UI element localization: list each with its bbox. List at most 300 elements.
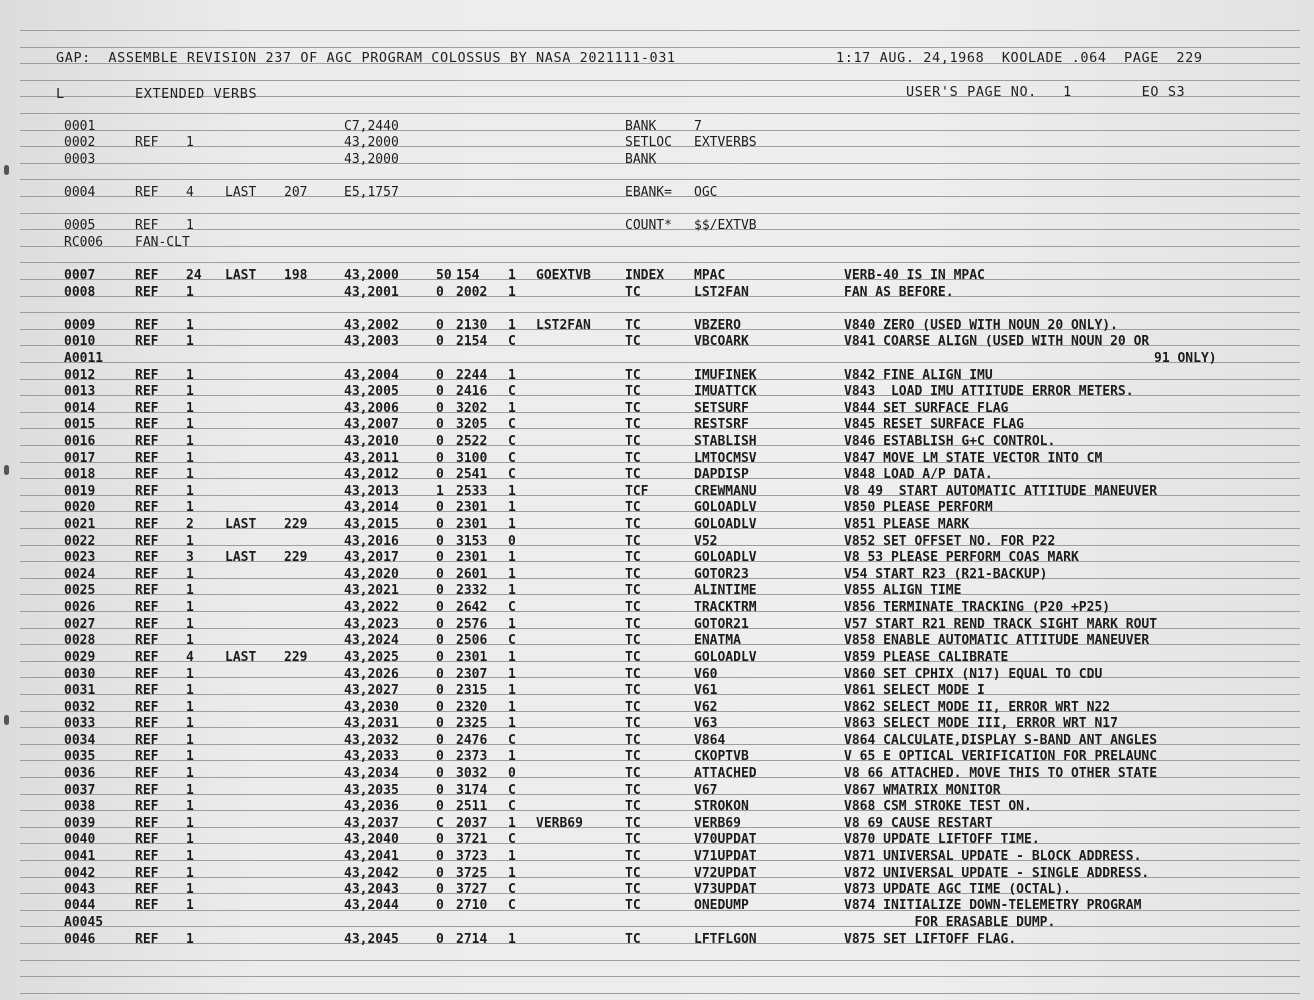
word-part-2: 154 [456, 268, 480, 283]
opcode: INDEX [625, 268, 665, 283]
ref-label: REF [135, 384, 159, 399]
listing-row [0, 799, 1314, 815]
ref-label: REF [135, 467, 159, 482]
word-part-3: 1 [508, 650, 516, 665]
line-number: 0029 [64, 650, 96, 665]
line-number: 0030 [64, 667, 96, 682]
last-label: LAST [225, 650, 257, 665]
listing-row [0, 351, 1314, 367]
word-part-1: 0 [436, 898, 444, 913]
last-page: 229 [284, 650, 308, 665]
line-number: 0024 [64, 567, 96, 582]
ref-label: REF [135, 417, 159, 432]
word-part-2: 3721 [456, 832, 488, 847]
ref-count: 1 [186, 401, 194, 416]
comment: V860 SET CPHIX (N17) EQUAL TO CDU [844, 667, 1103, 682]
last-label: LAST [225, 517, 257, 532]
word-part-3: C [508, 733, 516, 748]
listing-row [0, 119, 1314, 135]
operand: VERB69 [694, 816, 741, 831]
line-number: 0014 [64, 401, 96, 416]
ref-label: REF [135, 749, 159, 764]
ref-count: 1 [186, 285, 194, 300]
listing-row [0, 550, 1314, 566]
word-part-3: 1 [508, 517, 516, 532]
opcode: TC [625, 816, 641, 831]
word-part-2: 2325 [456, 716, 488, 731]
listing-row [0, 484, 1314, 500]
ref-count: 1 [186, 700, 194, 715]
opcode: TC [625, 401, 641, 416]
operand: LST2FAN [694, 285, 749, 300]
last-page: 207 [284, 185, 308, 200]
address: 43,2020 [344, 567, 399, 582]
line-number: 0005 [64, 218, 96, 233]
line-number: 0041 [64, 849, 96, 864]
comment: V868 CSM STROKE TEST ON. [844, 799, 1032, 814]
line-number: 0027 [64, 617, 96, 632]
word-part-3: C [508, 633, 516, 648]
word-part-1: 50 [436, 268, 452, 283]
operand: V60 [694, 667, 718, 682]
opcode: TC [625, 866, 641, 881]
listing-row [0, 617, 1314, 633]
ref-count: 24 [186, 268, 202, 283]
ref-label: REF [135, 218, 159, 233]
ref-count: 1 [186, 417, 194, 432]
line-number: 0022 [64, 534, 96, 549]
address: 43,2001 [344, 285, 399, 300]
operand: V70UPDAT [694, 832, 757, 847]
line-number: 0040 [64, 832, 96, 847]
listing-row [0, 600, 1314, 616]
comment: V872 UNIVERSAL UPDATE - SINGLE ADDRESS. [844, 866, 1150, 881]
ref-count: 4 [186, 650, 194, 665]
word-part-1: 0 [436, 434, 444, 449]
opcode: TC [625, 451, 641, 466]
ref-label: REF [135, 135, 159, 150]
comment: V867 WMATRIX MONITOR [844, 783, 1001, 798]
opcode: TC [625, 667, 641, 682]
word-part-3: 1 [508, 617, 516, 632]
operand: GOLOADLV [694, 650, 757, 665]
comment: V845 RESET SURFACE FLAG [844, 417, 1025, 432]
word-part-2: 2533 [456, 484, 488, 499]
word-part-2: 2002 [456, 285, 488, 300]
address: 43,2045 [344, 932, 399, 947]
address: 43,2031 [344, 716, 399, 731]
comment: V852 SET OFFSET NO. FOR P22 [844, 534, 1056, 549]
word-part-3: 1 [508, 716, 516, 731]
header-line-1-right: 1:17 AUG. 24,1968 KOOLADE .064 PAGE 229 [836, 50, 1203, 66]
ref-label: REF [135, 318, 159, 333]
ref-count: 1 [186, 783, 194, 798]
address: 43,2034 [344, 766, 399, 781]
address: 43,2035 [344, 783, 399, 798]
header-line-1-left: GAP: ASSEMBLE REVISION 237 OF AGC PROGRAM COLOSSUS BY NASA 2021111-031 [56, 50, 676, 66]
ref-count: 1 [186, 799, 194, 814]
word-part-1: 0 [436, 749, 444, 764]
address: 43,2015 [344, 517, 399, 532]
operand: STABLISH [694, 434, 757, 449]
ref-label: REF [135, 617, 159, 632]
ref-label: REF [135, 733, 159, 748]
line-number: 0007 [64, 268, 96, 283]
address: 43,2025 [344, 650, 399, 665]
operand: IMUFINEK [694, 368, 757, 383]
word-part-3: C [508, 799, 516, 814]
ref-label: REF [135, 882, 159, 897]
ref-label: REF [135, 185, 159, 200]
ruled-line [20, 179, 1300, 180]
ref-label: REF [135, 898, 159, 913]
ruled-line [20, 80, 1300, 81]
word-part-1: 0 [436, 766, 444, 781]
ref-count: 1 [186, 384, 194, 399]
word-part-1: 0 [436, 849, 444, 864]
address: 43,2006 [344, 401, 399, 416]
word-part-1: 0 [436, 700, 444, 715]
address: 43,2016 [344, 534, 399, 549]
listing-row [0, 882, 1314, 898]
address: 43,2002 [344, 318, 399, 333]
ref-label: REF [135, 633, 159, 648]
ref-label: REF [135, 849, 159, 864]
word-part-1: 0 [436, 866, 444, 881]
listing-row [0, 667, 1314, 683]
word-part-1: 0 [436, 368, 444, 383]
ref-count: 1 [186, 749, 194, 764]
operand: V52 [694, 534, 718, 549]
ref-count: 1 [186, 567, 194, 582]
listing-row [0, 832, 1314, 848]
listing-row [0, 135, 1314, 151]
ref-count: 1 [186, 866, 194, 881]
operand: 7 [694, 119, 702, 134]
word-part-1: 0 [436, 600, 444, 615]
opcode: TC [625, 650, 641, 665]
listing-row [0, 218, 1314, 234]
ref-label: REF [135, 500, 159, 515]
address: 43,2011 [344, 451, 399, 466]
line-number: 0008 [64, 285, 96, 300]
header-line-2-left: L [56, 86, 65, 102]
comment: V847 MOVE LM STATE VECTOR INTO CM [844, 451, 1103, 466]
opcode: TC [625, 832, 641, 847]
ref-label: REF [135, 567, 159, 582]
ref-label: REF [135, 583, 159, 598]
section-title: EXTENDED VERBS [135, 86, 258, 102]
ruled-line [20, 213, 1300, 214]
operand: GOTOR21 [694, 617, 749, 632]
word-part-1: 1 [436, 484, 444, 499]
word-part-2: 2301 [456, 517, 488, 532]
address: 43,2000 [344, 268, 399, 283]
word-part-2: 3205 [456, 417, 488, 432]
operand: SETSURF [694, 401, 749, 416]
opcode: TC [625, 600, 641, 615]
word-part-1: 0 [436, 334, 444, 349]
line-number: 0032 [64, 700, 96, 715]
opcode: TC [625, 417, 641, 432]
word-part-3: C [508, 783, 516, 798]
word-part-2: 2301 [456, 650, 488, 665]
opcode: TCF [625, 484, 649, 499]
ref-label: REF [135, 517, 159, 532]
opcode: TC [625, 467, 641, 482]
address: 43,2022 [344, 600, 399, 615]
word-part-3: C [508, 334, 516, 349]
ref-label: REF [135, 716, 159, 731]
listing-row [0, 434, 1314, 450]
word-part-3: 1 [508, 700, 516, 715]
comment: V863 SELECT MODE III, ERROR WRT N17 [844, 716, 1118, 731]
ref-count: 1 [186, 898, 194, 913]
comment: FAN AS BEFORE. [844, 285, 954, 300]
word-part-3: 1 [508, 849, 516, 864]
word-part-1: 0 [436, 683, 444, 698]
line-number: 0038 [64, 799, 96, 814]
ref-label: REF [135, 484, 159, 499]
address: 43,2033 [344, 749, 399, 764]
operand: ENATMA [694, 633, 741, 648]
operand: GOLOADLV [694, 500, 757, 515]
word-part-1: 0 [436, 882, 444, 897]
opcode: SETLOC [625, 135, 672, 150]
word-part-1: 0 [436, 716, 444, 731]
ruled-line [20, 993, 1300, 994]
address: 43,2027 [344, 683, 399, 698]
line-number: 0028 [64, 633, 96, 648]
opcode: COUNT* [625, 218, 672, 233]
word-part-3: 1 [508, 318, 516, 333]
opcode: BANK [625, 119, 657, 134]
word-part-2: 2301 [456, 500, 488, 515]
word-part-1: 0 [436, 783, 444, 798]
ref-label: REF [135, 866, 159, 881]
listing-row [0, 849, 1314, 865]
listing-row [0, 816, 1314, 832]
word-part-2: 2332 [456, 583, 488, 598]
address: 43,2021 [344, 583, 399, 598]
opcode: TC [625, 882, 641, 897]
line-number: 0013 [64, 384, 96, 399]
operand: VBZERO [694, 318, 741, 333]
comment: VERB-40 IS IN MPAC [844, 268, 985, 283]
ruled-line [20, 113, 1300, 114]
word-part-1: 0 [436, 517, 444, 532]
comment: V843 LOAD IMU ATTITUDE ERROR METERS. [844, 384, 1134, 399]
ref-count: 1 [186, 600, 194, 615]
address: 43,2012 [344, 467, 399, 482]
operand: V71UPDAT [694, 849, 757, 864]
comment: V848 LOAD A/P DATA. [844, 467, 993, 482]
operand: OGC [694, 185, 718, 200]
ref-count: 3 [186, 550, 194, 565]
line-number: 0036 [64, 766, 96, 781]
ref-count: 1 [186, 716, 194, 731]
opcode: TC [625, 683, 641, 698]
operand: GOTOR23 [694, 567, 749, 582]
ref-count: 1 [186, 467, 194, 482]
word-part-3: 1 [508, 749, 516, 764]
operand: ATTACHED [694, 766, 757, 781]
address: 43,2041 [344, 849, 399, 864]
address: 43,2040 [344, 832, 399, 847]
listing-row [0, 898, 1314, 914]
opcode: TC [625, 799, 641, 814]
line-number: 0037 [64, 783, 96, 798]
comment: V846 ESTABLISH G+C CONTROL. [844, 434, 1056, 449]
ref-label: REF [135, 285, 159, 300]
word-part-3: 1 [508, 550, 516, 565]
listing-row [0, 633, 1314, 649]
operand: RESTSRF [694, 417, 749, 432]
word-part-3: C [508, 832, 516, 847]
last-page: 198 [284, 268, 308, 283]
listing-row [0, 285, 1314, 301]
line-number: 0019 [64, 484, 96, 499]
word-part-3: 1 [508, 683, 516, 698]
comment: V54 START R23 (R21-BACKUP) [844, 567, 1048, 582]
comment: FOR ERASABLE DUMP. [844, 915, 1056, 930]
ref-label: REF [135, 816, 159, 831]
ref-label: REF [135, 766, 159, 781]
address: 43,2007 [344, 417, 399, 432]
line-number: 0025 [64, 583, 96, 598]
word-part-3: 1 [508, 583, 516, 598]
word-part-2: 2315 [456, 683, 488, 698]
word-part-3: 1 [508, 268, 516, 283]
word-part-2: 3153 [456, 534, 488, 549]
line-number: 0016 [64, 434, 96, 449]
word-part-1: 0 [436, 617, 444, 632]
operand: V62 [694, 700, 718, 715]
listing-row [0, 368, 1314, 384]
word-part-2: 2601 [456, 567, 488, 582]
word-part-2: 2522 [456, 434, 488, 449]
address: 43,2032 [344, 733, 399, 748]
opcode: EBANK= [625, 185, 672, 200]
operand: V72UPDAT [694, 866, 757, 881]
word-part-2: 2373 [456, 749, 488, 764]
word-part-2: 2244 [456, 368, 488, 383]
word-part-2: 2130 [456, 318, 488, 333]
word-part-3: 1 [508, 816, 516, 831]
comment: V8 49 START AUTOMATIC ATTITUDE MANEUVER [844, 484, 1158, 499]
word-part-1: 0 [436, 285, 444, 300]
word-part-2: 2541 [456, 467, 488, 482]
comment: V 65 E OPTICAL VERIFICATION FOR PRELAUNC [844, 749, 1158, 764]
opcode: TC [625, 534, 641, 549]
address: 43,2044 [344, 898, 399, 913]
ruled-line [20, 976, 1300, 977]
ref-label: REF [135, 799, 159, 814]
listing-row [0, 185, 1314, 201]
operand: ALINTIME [694, 583, 757, 598]
line-number: 0017 [64, 451, 96, 466]
address: 43,2000 [344, 135, 399, 150]
opcode: TC [625, 583, 641, 598]
address: 43,2037 [344, 816, 399, 831]
line-number: 0035 [64, 749, 96, 764]
opcode: TC [625, 932, 641, 947]
word-part-1: 0 [436, 500, 444, 515]
line-number: 0018 [64, 467, 96, 482]
operand: GOLOADLV [694, 550, 757, 565]
operand: ONEDUMP [694, 898, 749, 913]
ref-count: 1 [186, 500, 194, 515]
ref-label: REF [135, 368, 159, 383]
listing-row [0, 650, 1314, 666]
opcode: TC [625, 318, 641, 333]
opcode: TC [625, 633, 641, 648]
location-tag: GOEXTVB [536, 268, 591, 283]
operand: V73UPDAT [694, 882, 757, 897]
line-number: 0020 [64, 500, 96, 515]
opcode: TC [625, 550, 641, 565]
ref-count: 1 [186, 633, 194, 648]
last-label: LAST [225, 268, 257, 283]
opcode: TC [625, 783, 641, 798]
ref-label: REF [135, 650, 159, 665]
ruled-line [20, 262, 1300, 263]
word-part-3: 1 [508, 401, 516, 416]
word-part-1: 0 [436, 534, 444, 549]
word-part-3: 1 [508, 368, 516, 383]
opcode: TC [625, 749, 641, 764]
word-part-1: 0 [436, 417, 444, 432]
listing-row [0, 401, 1314, 417]
ref-count: 1 [186, 932, 194, 947]
comment: V8 66 ATTACHED. MOVE THIS TO OTHER STATE [844, 766, 1158, 781]
word-part-1: 0 [436, 567, 444, 582]
ref-count: 1 [186, 318, 194, 333]
listing-row [0, 500, 1314, 516]
ref-label: REF [135, 550, 159, 565]
address: 43,2026 [344, 667, 399, 682]
word-part-1: 0 [436, 667, 444, 682]
ref-count: 1 [186, 534, 194, 549]
word-part-2: 3032 [456, 766, 488, 781]
listing-row [0, 932, 1314, 948]
operand: DAPDISP [694, 467, 749, 482]
word-part-3: 1 [508, 866, 516, 881]
operand: LMTOCMSV [694, 451, 757, 466]
opcode: BANK [625, 152, 657, 167]
opcode: TC [625, 517, 641, 532]
word-part-3: C [508, 600, 516, 615]
address: 43,2023 [344, 617, 399, 632]
word-part-1: 0 [436, 401, 444, 416]
comment: V864 CALCULATE,DISPLAY S-BAND ANT ANGLES [844, 733, 1158, 748]
location-tag: LST2FAN [536, 318, 591, 333]
word-part-3: 1 [508, 484, 516, 499]
line-number: 0004 [64, 185, 96, 200]
comment: V875 SET LIFTOFF FLAG. [844, 932, 1017, 947]
line-number: 0002 [64, 135, 96, 150]
ref-label: REF [135, 832, 159, 847]
word-part-1: 0 [436, 451, 444, 466]
line-number: 0042 [64, 866, 96, 881]
address: 43,2024 [344, 633, 399, 648]
line-number: 0044 [64, 898, 96, 913]
header-line-2-right: USER'S PAGE NO. 1 EO S3 [906, 84, 1186, 100]
line-number: 0015 [64, 417, 96, 432]
ruled-line [20, 30, 1300, 31]
line-number: 0010 [64, 334, 96, 349]
address: 43,2014 [344, 500, 399, 515]
